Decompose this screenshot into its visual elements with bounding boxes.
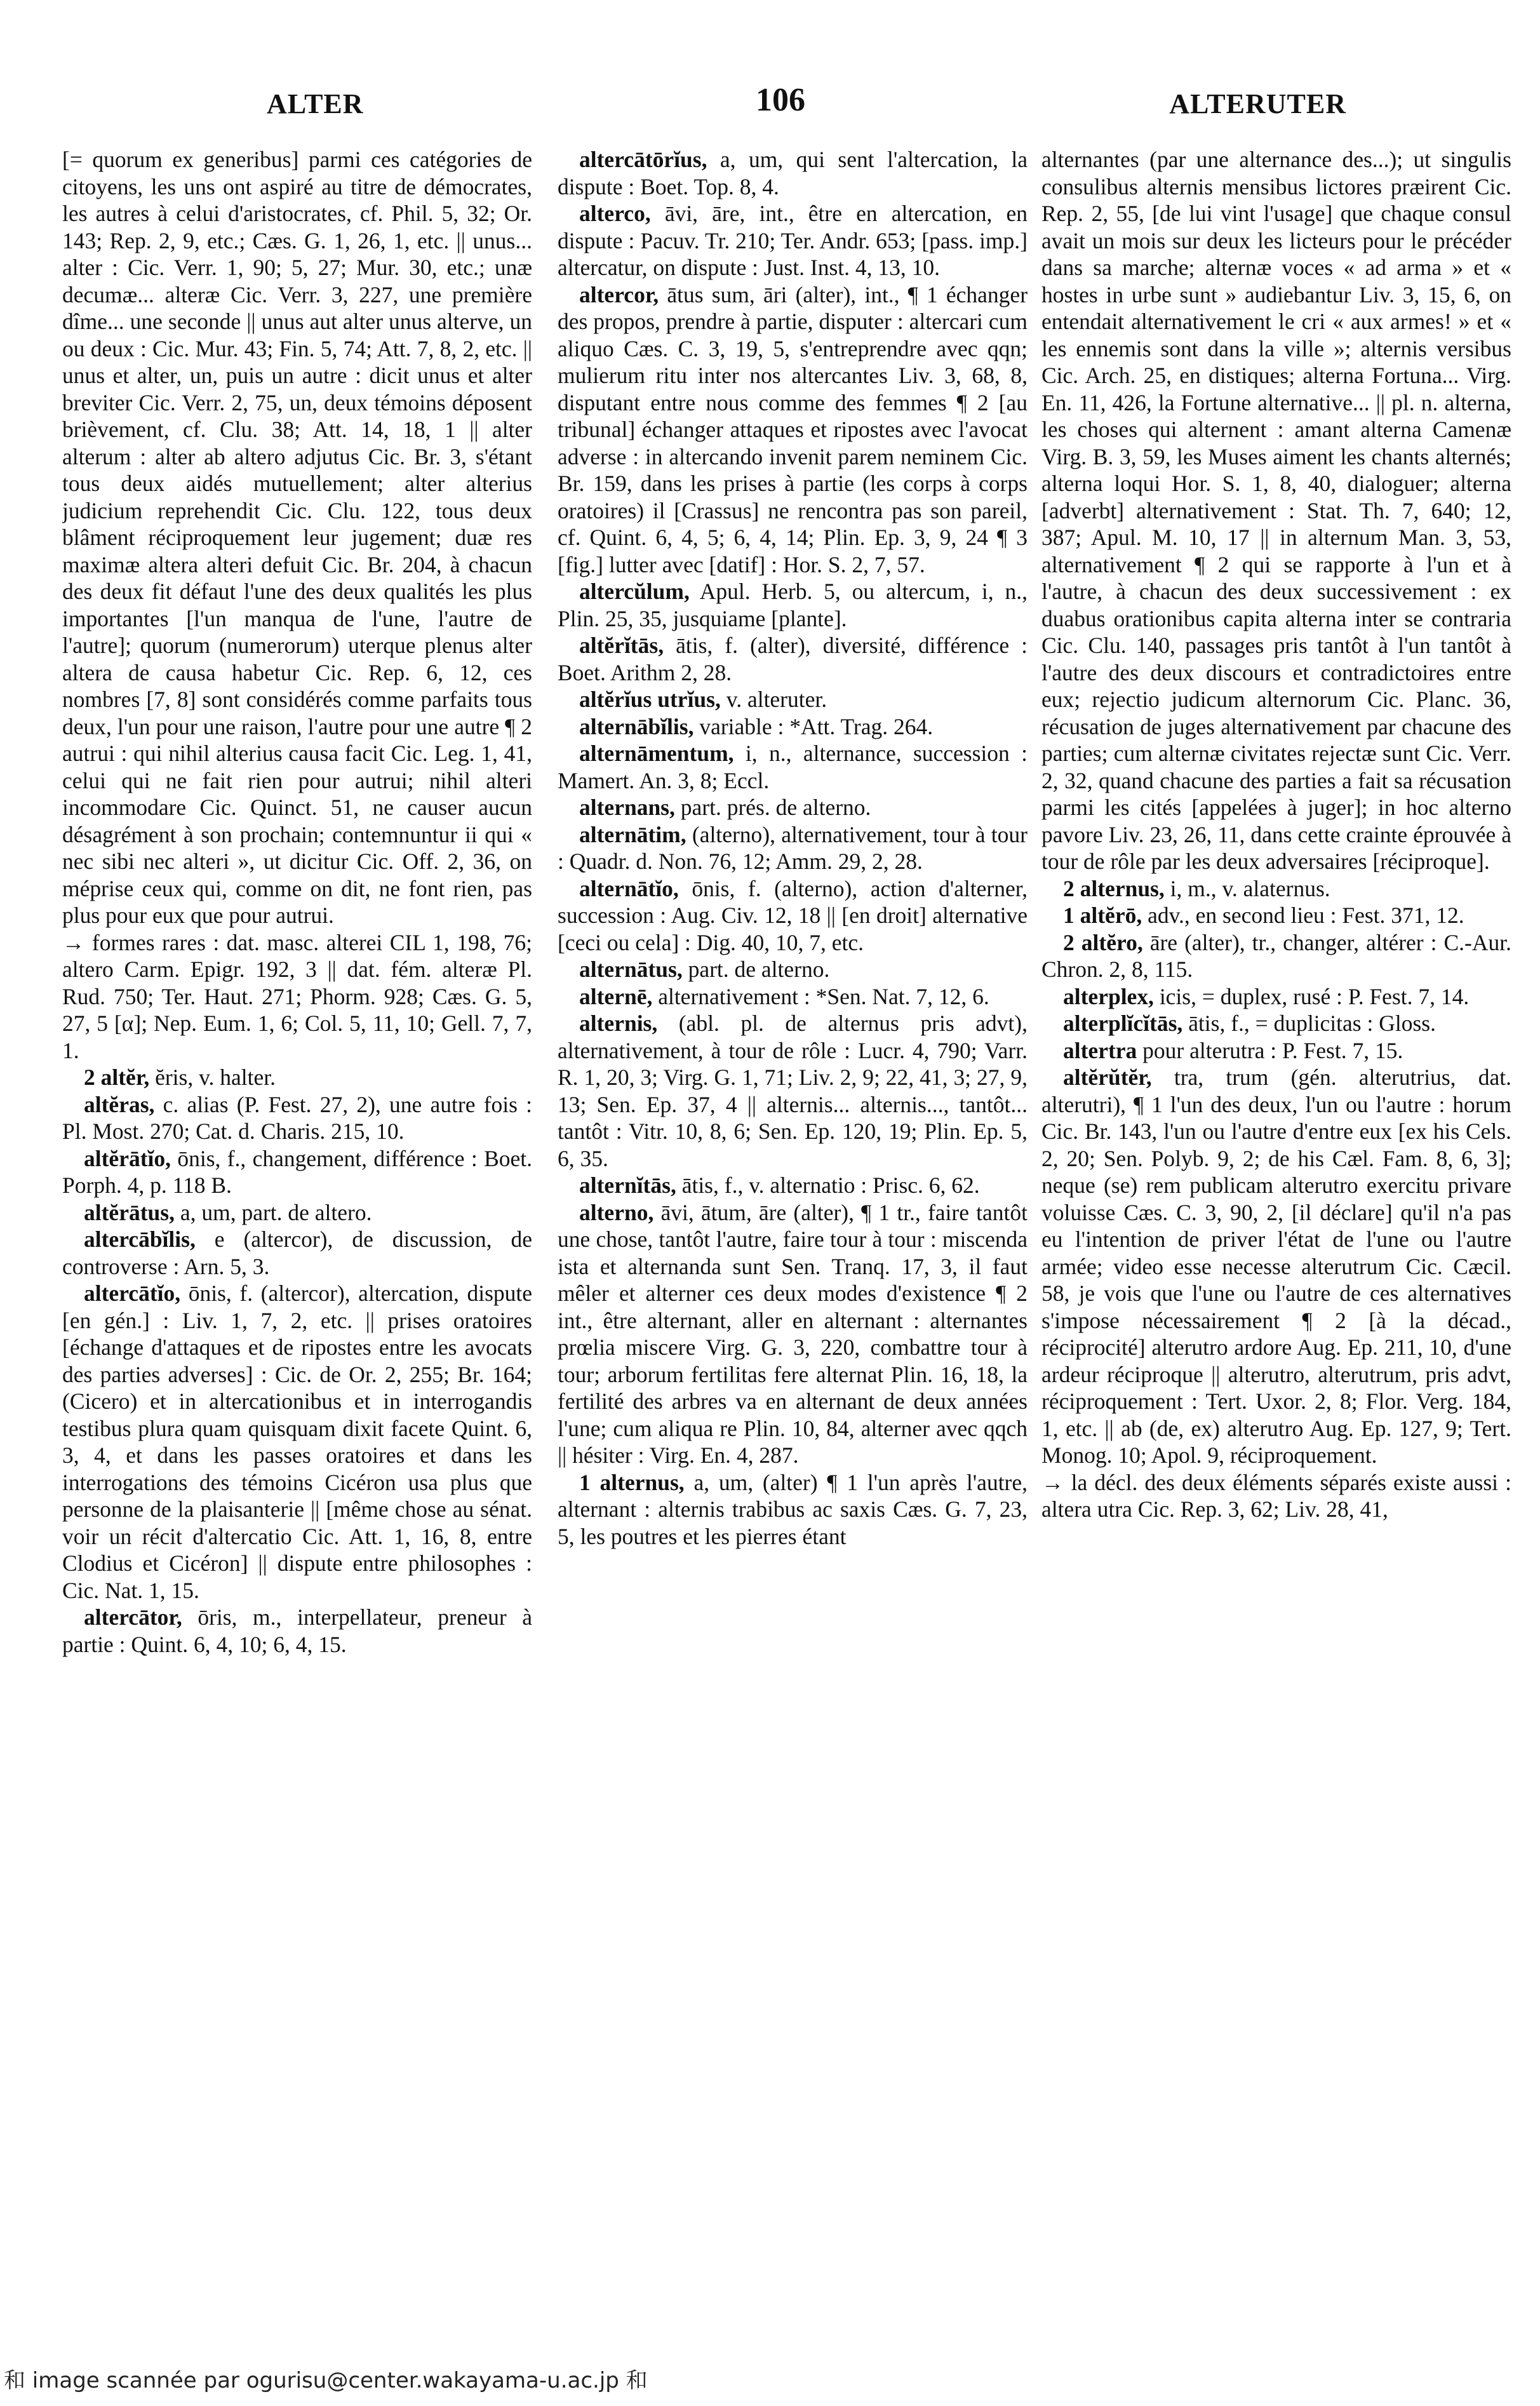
entry-text: i, m., v. alaternus. — [1170, 875, 1330, 901]
entry-text: a, um, part. de altero. — [180, 1199, 372, 1225]
entry-text: e (altercor), de discussion, de controverse : Arn. 5, 3. — [62, 1227, 532, 1279]
dictionary-entry — [1041, 146, 1511, 875]
header-left-guideword: ALTER — [267, 88, 364, 119]
entry-text: a, um, qui sent l'altercation, la dispute : Boet. Top. 8, 4. — [558, 147, 1028, 199]
entry-text: ĕris, v. halter. — [155, 1065, 276, 1090]
entry-headword: alternābĭlis, — [579, 713, 694, 739]
entry-headword: alternē, — [579, 983, 653, 1009]
entry-headword: altercātōrĭus, — [579, 147, 707, 172]
entry-text: ātis, f. (alter), diversité, différence : Boet. Arithm 2, 28. — [558, 633, 1028, 685]
dictionary-entry — [62, 146, 532, 929]
entry-headword: alterplĭcĭtās, — [1063, 1011, 1183, 1036]
dictionary-entry — [1041, 1010, 1511, 1037]
entry-headword: alternis, — [579, 1011, 658, 1036]
entry-headword: altĕrātus, — [84, 1199, 175, 1225]
entry-text: Apul. Herb. 5, ou altercum, i, n., Plin. 25, 35, jusquiame [plante]. — [558, 579, 1028, 631]
dictionary-entry — [62, 1091, 532, 1145]
entry-text: ātus sum, āri (alter), int., ¶ 1 échanger des propos, prendre à partie, disputer : altercari cum aliquo Cæs. C. 3, 19, 5, s'entreprendre avec qqn; mulierum ritu inter nos altercantes Liv. 3, 68, 8, disputant entre nous comme des femmes ¶ 2 [au tribunal] échanger attaques et ripostes avec l'avocat adverse : in altercando invenit parem neminem Cic. Br. 159, dans les prises à partie (les corps à corps oratoires) il [Crassus] ne rencontra pas son pareil, cf. Quint. 6, 4, 5; 6, 4, 14; Plin. Ep. 3, 9, 24 ¶ 3 [fig.] lutter avec [datif] : Hor. S. 2, 7, 57. — [558, 281, 1028, 577]
dictionary-entry — [558, 1469, 1028, 1550]
column-2 — [558, 146, 1028, 2318]
entry-text: ōnis, f., changement, différence : Boet. Porph. 4, p. 118 B. — [62, 1145, 532, 1198]
entry-headword: altercŭlum, — [579, 579, 690, 604]
column-1 — [62, 146, 532, 2318]
entry-headword: alternātus, — [579, 957, 683, 982]
entry-headword: 1 altĕrō, — [1063, 903, 1142, 928]
entry-headword: 2 alternus, — [1063, 875, 1165, 901]
entry-text: ātis, f., v. alternatio : Prisc. 6, 62. — [681, 1173, 980, 1198]
entry-text: variable : *Att. Trag. 264. — [699, 713, 934, 739]
scan-credit-footer: 和 image scannée par ogurisu@center.wakayama-u.ac.jp 和 — [4, 2368, 648, 2393]
entry-headword: altĕras, — [84, 1091, 155, 1117]
entry-text: a, um, (alter) ¶ 1 l'un après l'autre, alternant : alternis trabibus ac saxis Cæs. G. 7, 23, 5, les poutres et les pierres étant — [558, 1469, 1028, 1549]
dictionary-entry — [558, 956, 1028, 983]
entry-text: part. prés. de alterno. — [680, 795, 871, 820]
entry-text: icis, = duplex, rusé : P. Fest. 7, 14. — [1159, 983, 1470, 1009]
dictionary-entry — [558, 983, 1028, 1011]
entry-headword: altĕrŭtĕr, — [1063, 1065, 1152, 1090]
entry-text: i, n., alternance, succession : Mamert. An. 3, 8; Eccl. — [558, 741, 1028, 793]
page-number: 106 — [756, 82, 805, 118]
column-3 — [1041, 146, 1511, 2318]
dictionary-entry — [1041, 1064, 1511, 1469]
dictionary-entry — [558, 632, 1028, 686]
entry-headword: alterno, — [579, 1199, 654, 1225]
dictionary-entry — [62, 1280, 532, 1604]
entry-text: ōnis, f. (altercor), altercation, dispute [en gén.] : Liv. 1, 7, 2, etc. || prises oratoires [échange d'attaques et de ripostes entre les avocats des parties adverses] : Cic. de Or. 2, 255; Br. 164; (Cicero) et in altercationibus et in interrogandis testibus plura quam quisquam dixit facete Quint. 6, 3, 4, et dans les passes oratoires et dans les interrogations des témoins Cicéron usa plus que personne de la plaisanterie || [même chose au sénat. voir un récit d'altercatio Cic. Att. 1, 16, 8, entre Clodius et Cicéron] || dispute entre philosophes : Cic. Nat. 1, 15. — [62, 1280, 532, 1603]
entry-text: (alterno), alternativement, tour à tour : Quadr. d. Non. 76, 12; Amm. 29, 2, 28. — [558, 821, 1028, 874]
entry-headword: 2 altĕr, — [84, 1065, 150, 1090]
entry-headword: altĕrĭtās, — [579, 633, 664, 658]
entry-text: alternativement : *Sen. Nat. 7, 12, 6. — [658, 983, 989, 1009]
header-right-guideword: ALTERUTER — [1169, 88, 1346, 119]
dictionary-entry — [62, 1145, 532, 1199]
entry-text: part. de alterno. — [688, 957, 830, 982]
entry-headword: altĕrĭus utrĭus, — [579, 687, 721, 712]
dictionary-entry — [558, 200, 1028, 281]
dictionary-entry — [1041, 1037, 1511, 1065]
dictionary-entry — [1041, 875, 1511, 903]
dictionary-entry — [558, 875, 1028, 957]
entry-text: āre (alter), tr., changer, altérer : C.-Aur. Chron. 2, 8, 115. — [1041, 929, 1511, 982]
dictionary-entry — [558, 713, 1028, 741]
entry-headword: altercātor, — [84, 1604, 182, 1630]
dictionary-entry — [558, 146, 1028, 200]
dictionary-entry — [62, 1199, 532, 1227]
entry-headword: 2 altĕro, — [1063, 929, 1143, 955]
entry-text: pour alterutra : P. Fest. 7, 15. — [1142, 1037, 1403, 1063]
entry-headword: alternans, — [579, 795, 675, 820]
entry-text: [= quorum ex generibus] parmi ces catégories de citoyens, les uns ont aspiré au titre de démocrates, les autres à celui d'aristocrates, cf. Phil. 5, 32; Or. 143; Rep. 2, 9, etc.; Cæs. G. 1, 26, 1, etc. || unus... alter : Cic. Verr. 1, 90; 5, 27; Mur. 30, etc.; unæ decumæ... alteræ Cic. Verr. 3, 227, une première dîme... une seconde || unus aut alter unus alterve, un ou deux : Cic. Mur. 43; Fin. 5, 74; Att. 7, 8, 2, etc. || unus et alter, un, puis un autre : dicit unus et alter breviter Cic. Verr. 2, 75, un, deux témoins déposent brièvement, cf. Clu. 38; Att. 14, 18, 1 || alter alterum : alter ab altero adjutus Cic. Br. 3, s'étant tous deux aidés mutuellement; alter alterius judicium reprehendit Cic. Clu. 122, tous deux blâment réciproquement leur jugement; duæ res maximæ altera alteri defuit Cic. Br. 204, à chacun des deux fit défaut l'une des deux qualités les plus importantes [l'un manqua de l'une, l'autre de l'autre]; quorum (numerorum) uterque plenus alter altera de causa habetur Cic. Rep. 6, 12, ces nombres [7, 8] sont considérés comme parfaits tous deux, l'un pour une raison, l'autre pour une autre ¶ 2 autrui : qui nihil alterius causa facit Cic. Leg. 1, 41, celui qui ne fait rien pour autrui; nihil alteri incommodare Cic. Quinct. 51, ne causer aucun désagrément à son prochain; contemnuntur ii qui « nec sibi nec alteri », ut dicitur Cic. Off. 2, 36, on méprise ceux qui, comme on dit, ne font rien, pas plus pour eux que pour autrui. — [62, 147, 532, 928]
entry-text: āvi, ātum, āre (alter), ¶ 1 tr., faire tantôt une chose, tantôt l'autre, faire tour à tour : miscenda ista et alternanda sunt Sen. Tranq. 17, 3, il faut mêler et alterner ces deux modes d'existence ¶ 2 int., être alternant, aller en alternant : alternantes prœlia miscere Virg. G. 3, 220, combattre tour à tour; arborum fertilitas fere alternat Plin. 16, 18, la fertilité des arbres va en alternant de deux années l'une; cum aliqua re Plin. 10, 84, alterner avec qqch || hésiter : Virg. En. 4, 287. — [558, 1199, 1028, 1468]
entry-headword: alterplex, — [1063, 983, 1154, 1009]
dictionary-entry — [1041, 902, 1511, 929]
page-header — [229, 81, 1346, 126]
entry-text: ātis, f., = duplicitas : Gloss. — [1188, 1011, 1436, 1036]
entry-text: → la décl. des deux éléments séparés existe aussi : altera utra Cic. Rep. 3, 62; Liv. 28, 41, — [1041, 1469, 1511, 1522]
entry-text: alternantes (par une alternance des...); ut singulis consulibus alternis mensibus lictores præirent Cic. Rep. 2, 55, [de lui vint l'usage] que chaque consul avait un mois sur deux les licteurs pour le précéder dans sa marche; alternæ voces « ad arma » et « hostes in urbe sunt » audiebantur Liv. 3, 15, 6, on entendait alternativement le cri « aux armes! » et « les ennemis sont dans la ville »; alternis versibus Cic. Arch. 25, en distiques; alterna Fortuna... Virg. En. 11, 426, la Fortune alternative... || pl. n. alterna, les choses qui alternent : amant alterna Camenæ Virg. B. 3, 59, les Muses aiment les chants alternés; alterna loqui Hor. S. 1, 8, 40, dialoguer; alterna [adverbt] alternativement : Stat. Th. 7, 640; 12, 387; Apul. M. 10, 17 || in alternum Man. 3, 53, alternativement ¶ 2 qui se rapporte à l'un et à l'autre, à chacun des deux successivement : ex duabus orationibus capita alterna inter se contraria Cic. Clu. 140, passages pris tantôt à l'un tantôt à l'autre des deux discours et contradictoires entre eux; rejectio judicum alternorum Cic. Planc. 36, récusation de juges alternativement par chacune des parties; cum alternæ civitates rejectæ sunt Cic. Verr. 2, 32, quand chacune des parties a fait sa récusation parmi les cités [appelées à juger]; in hoc alterno pavore Liv. 23, 26, 11, dans cette crainte éprouvée à tour de rôle par les deux adversaires [réciproque]. — [1041, 147, 1511, 874]
dictionary-entry — [62, 1226, 532, 1280]
dictionary-entry — [62, 929, 532, 1065]
entry-headword: alternāmentum, — [579, 741, 734, 766]
entry-headword: alternĭtās, — [579, 1173, 676, 1198]
dictionary-entry — [558, 821, 1028, 875]
entry-text: (abl. pl. de alternus pris advt), alternativement, à tour de rôle : Lucr. 4, 790; Varr. R. 1, 20, 3; Virg. G. 1, 71; Liv. 2, 9; 22, 41, 3; 27, 9, 13; Sen. Ep. 37, 4 || alternis... alternis..., tantôt... tantôt : Vitr. 10, 8, 6; Sen. Ep. 120, 19; Plin. Ep. 5, 6, 35. — [558, 1011, 1028, 1171]
dictionary-entry — [1041, 1469, 1511, 1523]
entry-text: v. alteruter. — [726, 687, 827, 712]
dictionary-entry — [62, 1604, 532, 1658]
dictionary-entry — [62, 1064, 532, 1091]
entry-text: āvi, āre, int., être en altercation, en dispute : Pacuv. Tr. 210; Ter. Andr. 653; [pass. imp.] altercatur, on dispute : Just. Inst. 4, 13, 10. — [558, 201, 1028, 280]
entry-headword: 1 alternus, — [579, 1469, 685, 1495]
dictionary-entry — [558, 281, 1028, 579]
entry-text: ōnis, f. (alterno), action d'alterner, succession : Aug. Civ. 12, 18 || [en droit] alternative [ceci ou cela] : Dig. 40, 10, 7, etc. — [558, 875, 1028, 955]
entry-headword: alterco, — [579, 201, 651, 226]
dictionary-entry — [558, 740, 1028, 794]
dictionary-entry — [558, 1199, 1028, 1469]
dictionary-entry — [558, 1172, 1028, 1199]
entry-headword: altertra — [1063, 1037, 1137, 1063]
dictionary-entry — [1041, 983, 1511, 1011]
entry-headword: altercor, — [579, 281, 659, 307]
dictionary-entry — [558, 1010, 1028, 1172]
dictionary-entry — [558, 578, 1028, 632]
entry-headword: alternātim, — [579, 821, 686, 847]
dictionary-entry — [558, 686, 1028, 713]
entry-text: c. alias (P. Fest. 27, 2), une autre fois : Pl. Most. 270; Cat. d. Charis. 215, 10. — [62, 1091, 532, 1144]
entry-text: adv., en second lieu : Fest. 371, 12. — [1148, 903, 1464, 928]
entry-text: tra, trum (gén. alterutrius, dat. alterutri), ¶ 1 l'un des deux, l'un ou l'autre : horum Cic. Br. 143, l'un ou l'autre d'entre eux [ex his Cels. 2, 20; Sen. Polyb. 9, 2; de his Cæl. Fam. 8, 6, 3]; neque (se) rem publicam alterutro exercitu privare voluisse Cæs. C. 3, 90, 2, [il déclare] qu'il n'a pas eu l'intention de priver l'état de l'une ou l'autre armée; video esse necesse alterutrum Cic. Cæcil. 58, je vois que l'une ou l'autre de ces alternatives s'impose nécessairement ¶ 2 [à la décad., réciprocité] alterutro ardore Aug. Ep. 211, 10, d'une ardeur réciproque || alterutro, alterutrum, pris advt, réciproquement : Tert. Uxor. 2, 8; Flor. Verg. 184, 1, etc. || ab (de, ex) alterutro Aug. Ep. 127, 9; Tert. Monog. 10; Apol. 9, réciproquement. — [1041, 1065, 1511, 1468]
dictionary-entry — [1041, 929, 1511, 983]
entry-headword: altĕrātĭo, — [84, 1145, 171, 1171]
entry-headword: altercābĭlis, — [84, 1227, 196, 1252]
entry-headword: altercātĭo, — [84, 1280, 181, 1306]
dictionary-entry — [558, 794, 1028, 821]
entry-text: ōris, m., interpellateur, preneur à partie : Quint. 6, 4, 10; 6, 4, 15. — [62, 1604, 532, 1657]
entry-text: → formes rares : dat. masc. alterei CIL 1, 198, 76; altero Carm. Epigr. 192, 3 || dat. fém. alteræ Pl. Rud. 750; Ter. Haut. 271; Phorm. 928; Cæs. G. 5, 27, 5 [α]; Nep. Eum. 1, 6; Col. 5, 11, 10; Gell. 7, 7, 1. — [62, 929, 532, 1063]
entry-headword: alternātĭo, — [579, 875, 679, 901]
